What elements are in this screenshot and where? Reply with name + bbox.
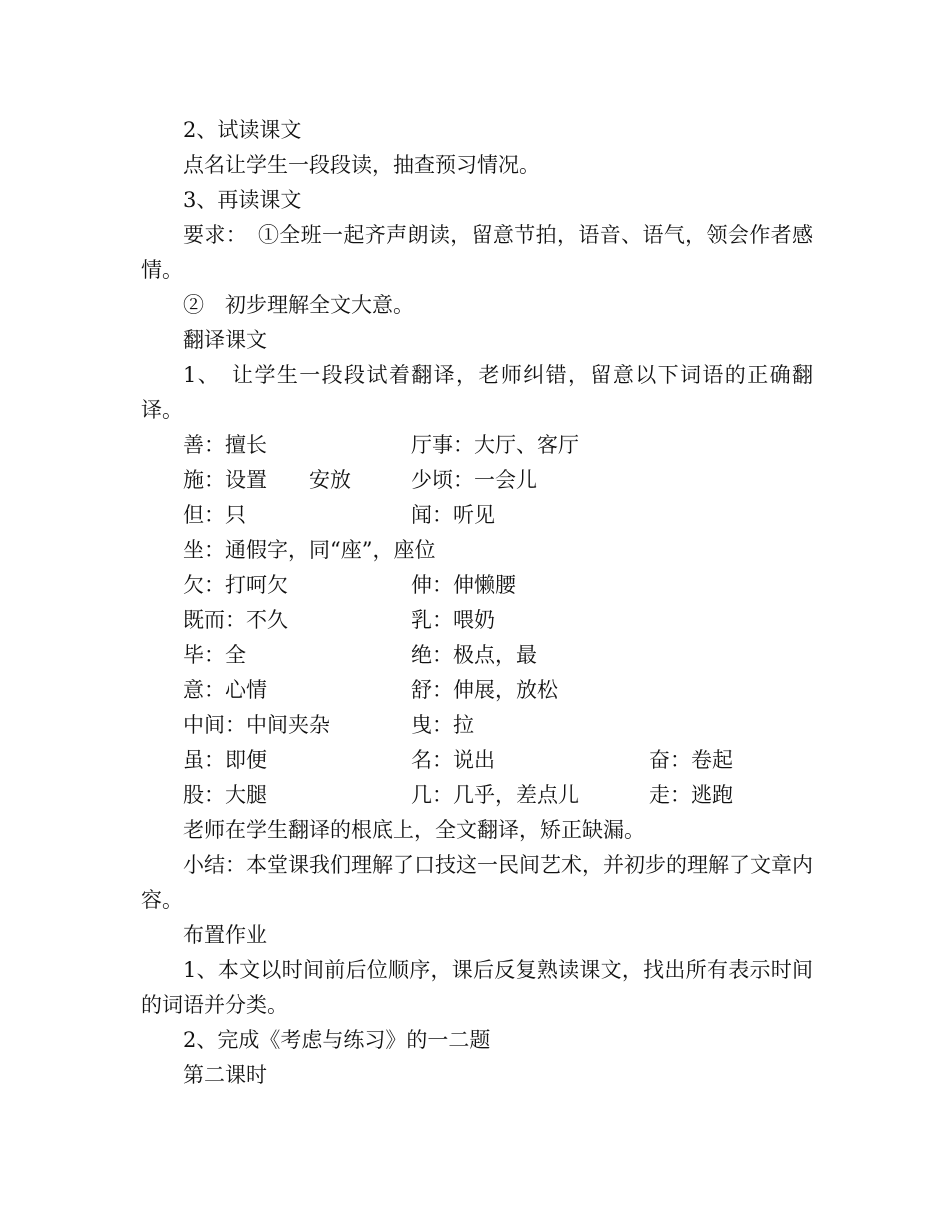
vocabulary-row: [141, 533, 813, 568]
vocabulary-row: [141, 778, 813, 813]
paragraph: 2、试读课文: [183, 118, 302, 142]
vocabulary-entry: 绝：极点，最: [411, 643, 537, 667]
vocabulary-row: [141, 673, 813, 708]
vocabulary-entry: 施：设置 安放: [183, 468, 351, 492]
paragraph: 布置作业: [183, 923, 267, 947]
vocabulary-row: [141, 428, 813, 463]
document-body: [141, 113, 813, 1093]
vocabulary-entry: 厅事：大厅、客厅: [411, 433, 579, 457]
paragraph: 小结：本堂课我们理解了口技这一民间艺术，并初步的理解了文章内容。: [141, 853, 813, 912]
vocabulary-row: [141, 638, 813, 673]
paragraph: 2、完成《考虑与练习》的一二题: [183, 1028, 491, 1052]
paragraph: 要求： ①全班一起齐声朗读，留意节拍，语音、语气，领会作者感情。: [141, 223, 813, 282]
paragraph: ② 初步理解全文大意。: [183, 293, 414, 317]
vocabulary-entry: 少顷：一会儿: [411, 468, 537, 492]
vocabulary-entry: 股：大腿: [183, 783, 267, 807]
vocabulary-entry: 几：几乎，差点儿: [411, 783, 579, 807]
vocabulary-entry: 既而：不久: [183, 608, 288, 632]
vocabulary-entry: 善：擅长: [183, 433, 267, 457]
vocabulary-entry: 舒：伸展，放松: [411, 678, 558, 702]
paragraph: 第二课时: [183, 1063, 267, 1087]
vocabulary-entry: 中间：中间夹杂: [183, 713, 330, 737]
vocabulary-entry: 曳：拉: [411, 713, 474, 737]
vocabulary-entry: 虽：即便: [183, 748, 267, 772]
vocabulary-entry: 但：只: [183, 503, 246, 527]
vocabulary-row: [141, 463, 813, 498]
vocabulary-row: [141, 743, 813, 778]
vocabulary-row: [141, 603, 813, 638]
paragraph: 1、 让学生一段段试着翻译，老师纠错，留意以下词语的正确翻译。: [141, 363, 813, 422]
paragraph: 3、再读课文: [183, 188, 302, 212]
vocabulary-entry: 伸：伸懒腰: [411, 573, 516, 597]
vocabulary-entry: 闻：听见: [411, 503, 495, 527]
vocabulary-entry: 毕：全: [183, 643, 246, 667]
vocabulary-entry: 名：说出: [411, 748, 495, 772]
paragraph: 翻译课文: [183, 328, 267, 352]
vocabulary-row: [141, 498, 813, 533]
vocabulary-row: [141, 568, 813, 603]
vocabulary-entry: 欠：打呵欠: [183, 573, 288, 597]
paragraph: 1、本文以时间前后位顺序，课后反复熟读课文，找出所有表示时间的词语并分类。: [141, 958, 813, 1017]
vocabulary-entry: 乳：喂奶: [411, 608, 495, 632]
vocabulary-entry: 走：逃跑: [649, 783, 733, 807]
vocabulary-entry: 坐：通假字，同“座”，座位: [183, 538, 436, 562]
vocabulary-list: [141, 428, 813, 813]
paragraph: 老师在学生翻译的根底上，全文翻译，矫正缺漏。: [183, 818, 645, 842]
vocabulary-entry: 奋：卷起: [649, 748, 733, 772]
paragraph: 点名让学生一段段读，抽查预习情况。: [183, 153, 540, 177]
vocabulary-row: [141, 708, 813, 743]
vocabulary-entry: 意：心情: [183, 678, 267, 702]
